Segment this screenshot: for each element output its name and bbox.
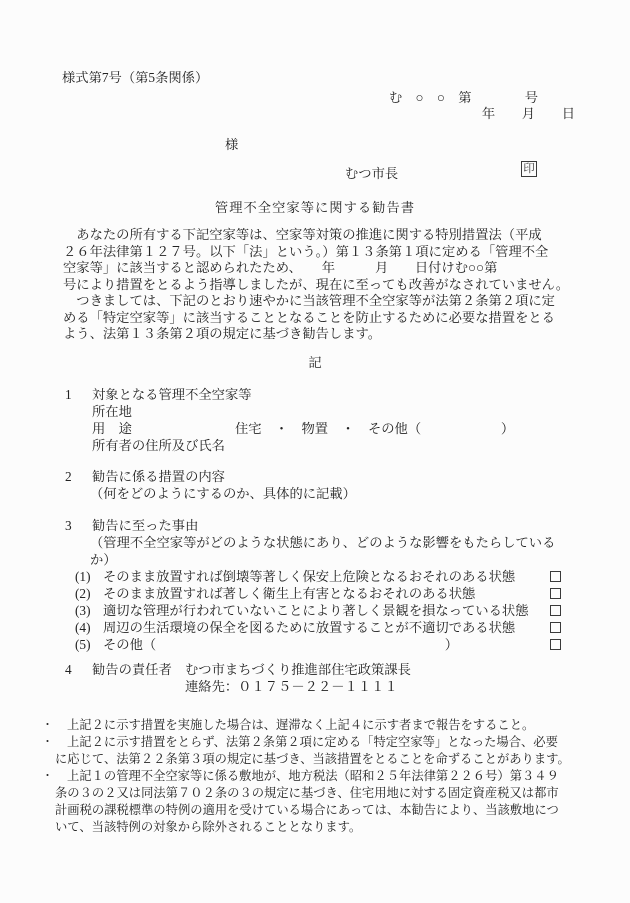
reason-item-5-close-paren: ） [444,637,458,652]
location-field-label: 所在地 [92,404,132,419]
body-line: める「特定空家等」に該当することとなることを防止するために必要な措置をとる [63,309,555,325]
owner-field-label: 所有者の住所及び氏名 [92,438,225,453]
reason-item-5-text: その他（ [103,637,157,652]
contact-phone: 連絡先：０１７５－２２－１１１１ [185,679,398,694]
section-1-heading [0,386,630,403]
bullet-icon: ・ [42,736,53,748]
reason-item-3 [0,602,630,619]
use-field-row [0,420,630,437]
responsible-officer: むつ市まちづくり推進部住宅政策課長 [185,662,411,677]
body-line: よう、法第１３条第２項の規定に基づき勧告します。 [63,326,382,341]
reason-item-4 [0,619,630,636]
reason-item-4-text: 周辺の生活環境の保全を図るために放置することが不適切である状態 [103,620,516,635]
footnote-3-line: いて、当該特例の対象から除外されることとなります。 [55,820,362,834]
section-2-measures [0,468,630,502]
date-line: 年 月 日 [481,106,575,121]
section-1-title: 対象となる管理不全空家等 [92,387,252,402]
reason-item-1-number: (1) [75,569,91,584]
section-3-note-line: （管理不全空家等がどのような状態にあり、どのような影響をもたらしている [90,535,556,550]
use-options: 住宅 ・ 物置 ・ その他（ ） [235,421,515,436]
section-4-title: 勧告の責任者 [92,662,172,677]
body-line: あなたの所有する下記空家等は、空家等対策の推進に関する特別措置法（平成 [63,227,542,242]
body-line: ２６年法律第１２７号。以下「法」という。）第１３条第１項に定める「管理不全 [63,243,549,259]
section-4-number: 4 [65,662,72,677]
section-2-heading [0,468,630,485]
reason-item-1 [0,568,630,585]
section-3-title: 勧告に至った事由 [92,518,199,533]
form-number-label: 様式第7号（第5条関係） [62,70,209,85]
footnote-1-line: 上記２に示す措置を実施した場合は、遅滞なく上記４に示す者まで報告をすること。 [67,718,535,732]
bullet-icon: ・ [42,719,53,731]
reason-item-3-text: 適切な管理が行われていないことにより著しく景観を損なっている状態 [103,603,529,618]
body-line: つきましては、下記のとおり速やかに当該管理不全空家等が法第２条第２項に定 [63,293,555,308]
body-paragraphs [63,227,590,343]
reason-item-3-number: (3) [75,603,91,618]
checkbox-icon[interactable] [550,605,561,616]
checkbox-icon[interactable] [550,571,561,582]
reason-item-2-number: (2) [75,586,91,601]
footnote-2 [0,734,630,768]
document-title: 管理不全空家等に関する勧告書 [214,200,416,215]
seal-stamp-icon: 印 [521,161,537,177]
section-3-heading [0,517,630,534]
record-marker-ki: 記 [308,355,322,370]
addressee-sama: 様 [225,137,239,152]
footnote-1 [0,717,630,734]
document-number-line: む ○ ○ 第 号 [388,90,538,105]
section-2-note: （何をどのようにするのか、具体的に記載） [90,486,356,501]
footnotes [0,717,630,836]
section-1-target-house [0,386,630,454]
sender-mayor: むつ市長 [345,166,399,181]
checkbox-icon[interactable] [550,588,561,599]
reason-item-2 [0,585,630,602]
body-line: 号により措置をとるよう指導しましたが、現在に至っても改善がなされていません。 [63,276,570,292]
section-3-note-line: か） [90,552,117,567]
reason-item-5-other [0,636,630,653]
checkbox-icon[interactable] [550,622,561,633]
bullet-icon: ・ [42,770,53,782]
blank-fill-space [156,636,445,653]
reason-item-4-number: (4) [75,620,91,635]
footnote-3-line: 計画税の課税標準の特例の適用を受けている場合にあっては、本勧告により、当該敷地につ [55,803,559,817]
section-4-heading [0,661,630,678]
body-line: 空家等」に該当すると認められたため、 年 月 日付けむ○○第 [63,260,498,275]
footnote-2-line: 上記２に示す措置をとらず、法第２条第２項に定める「特定空家等」となった場合、必要 [67,735,558,749]
footnote-2-line: に応じて、法第２２条第３項の規定に基づき、当該措置をとることを命ずることがあります。 [55,752,570,766]
section-1-number: 1 [65,387,72,402]
section-3-reasons [0,517,630,653]
reason-item-1-text: そのまま放置すれば倒壊等著しく保安上危険となるおそれのある状態 [103,569,516,584]
section-4-responsible [0,661,630,695]
reason-item-5-number: (5) [75,637,91,652]
reason-item-2-text: そのまま放置すれば著しく衛生上有害となるおそれのある状態 [103,586,476,601]
footnote-3-line: 上記１の管理不全空家等に係る敷地が、地方税法（昭和２５年法律第２２６号）第３４９ [67,769,559,783]
checkbox-icon[interactable] [550,639,561,650]
section-2-title: 勧告に係る措置の内容 [92,469,225,484]
section-2-number: 2 [65,469,72,484]
section-3-number: 3 [65,518,72,533]
footnote-3-line: 条の３の２又は同法第７０２条の３の規定に基づき、住宅用地に対する固定資産税又は都市 [55,786,559,800]
use-field-label: 用 途 [92,421,132,436]
footnote-3 [0,768,630,836]
